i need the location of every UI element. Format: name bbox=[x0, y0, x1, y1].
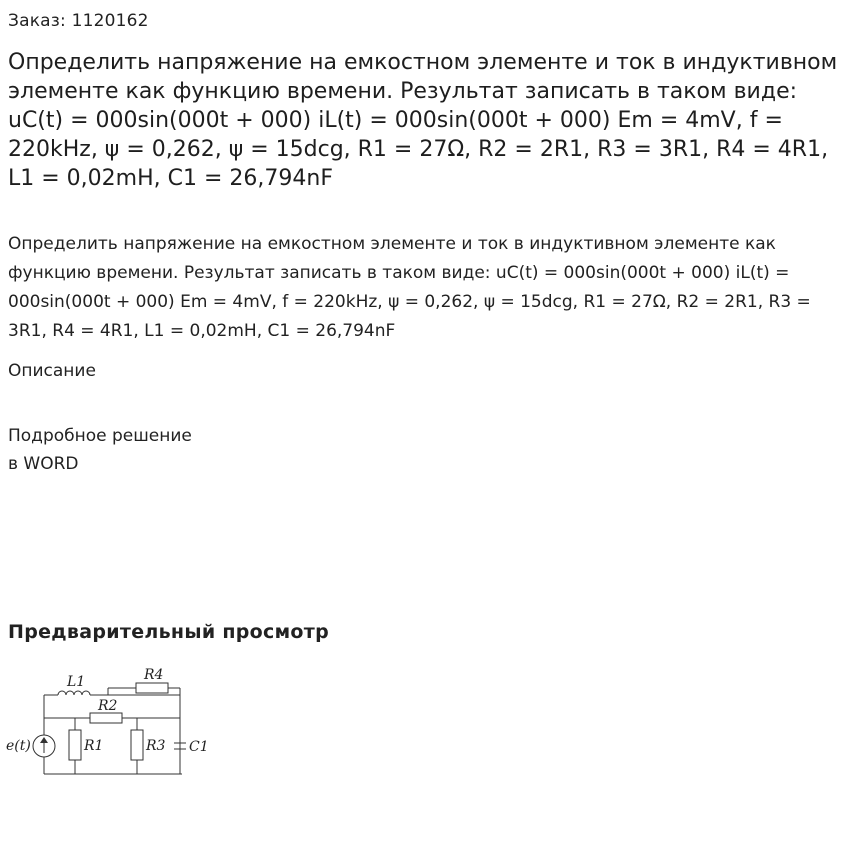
description-text bbox=[8, 422, 192, 478]
label-R1: R1 bbox=[84, 738, 104, 754]
description-line-1: Подробное решение bbox=[8, 426, 192, 446]
description-heading: Описание bbox=[8, 361, 96, 381]
task-description: Определить напряжение на емкостном элементе и ток в индуктивном элементе как функцию времени. Результат записать в таком виде: uC(t) = 000sin(000t + 000) iL(t) = 000sin(000t + 000) Em = 4mV, f = 220kHz, ψ = 0,262, ψ = 15dcg, R1 = 27Ω, R2 = 2R1, R3 = 3R1, R4 = 4R1, L1 = 0,02mH, C1 = 26,794nF bbox=[8, 234, 811, 341]
label-C1: C1 bbox=[189, 739, 209, 755]
label-R3: R3 bbox=[146, 738, 166, 754]
page-title: Определить напряжение на емкостном элементе и ток в индуктивном элементе как функцию времени. Результат записать в таком виде: uC(t) = 000sin(000t + 000) iL(t) = 000sin(000t + 000) Em = 4mV, f = 220kHz, ψ = 0,262, ψ = 15dcg, R1 = 27Ω, R2 = 2R1, R3 = 3R1, R4 = 4R1, L1 = 0,02mH, C1 = 26,794nF bbox=[8, 50, 838, 191]
circuit-diagram bbox=[4, 668, 218, 782]
label-source: e(t) bbox=[6, 738, 31, 754]
label-R2: R2 bbox=[98, 698, 118, 714]
preview-heading: Предварительный просмотр bbox=[8, 621, 329, 643]
order-number: Заказ: 1120162 bbox=[8, 11, 149, 31]
label-L1: L1 bbox=[67, 674, 86, 690]
description-line-2: в WORD bbox=[8, 454, 79, 474]
label-R4: R4 bbox=[144, 668, 164, 683]
